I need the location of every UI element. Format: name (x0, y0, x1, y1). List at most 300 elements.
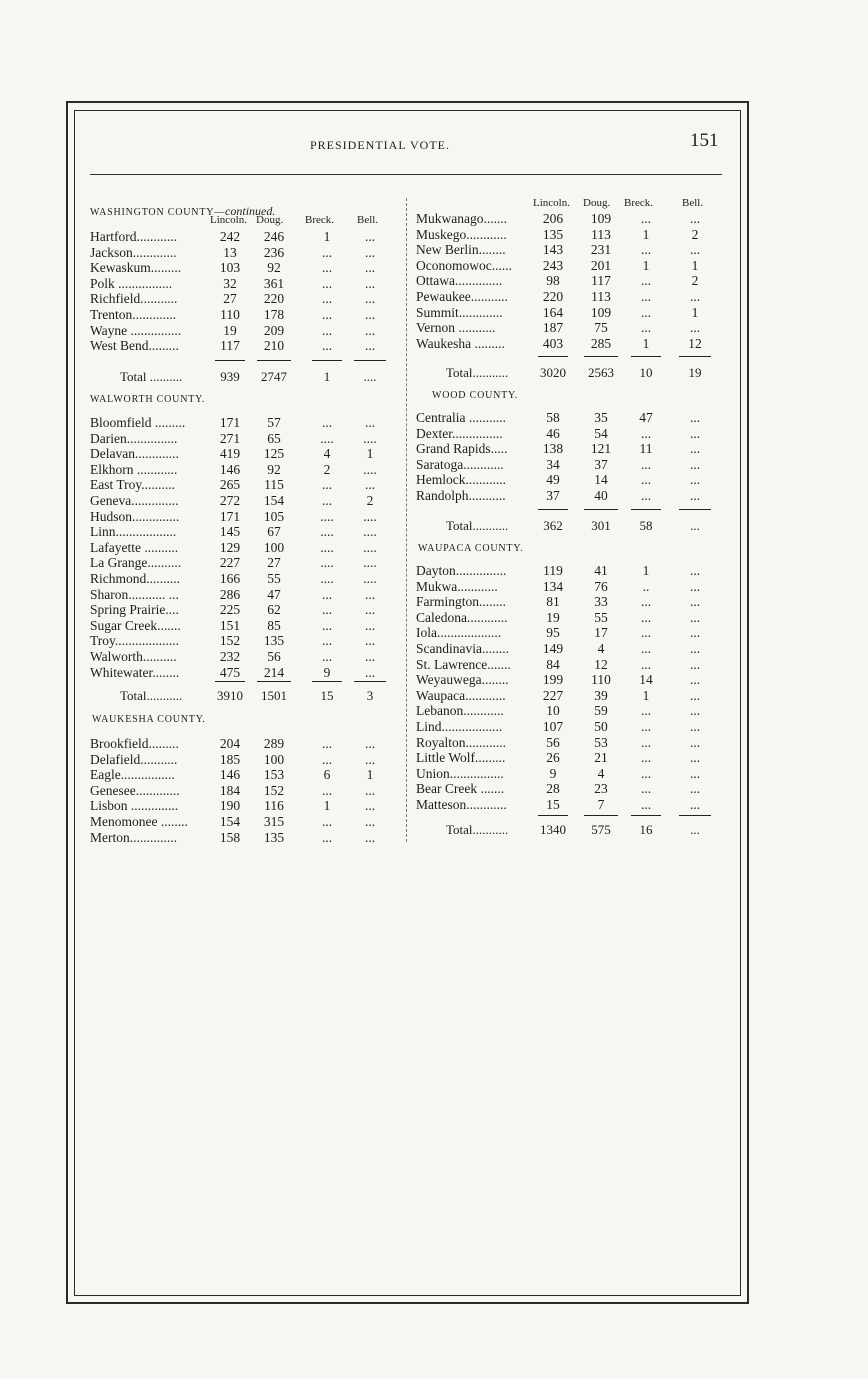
bell-votes: .... (363, 524, 377, 540)
douglas-votes: 116 (264, 798, 284, 814)
douglas-votes: 575 (591, 822, 611, 837)
lincoln-votes: 184 (219, 782, 241, 798)
town-name: Delafield........... (90, 751, 178, 767)
lincoln-votes: 56 (546, 734, 560, 750)
town-name: Delavan............. (90, 446, 179, 462)
column-header-breck: Breck. (305, 214, 335, 226)
breckinridge-votes: 2 (323, 461, 331, 477)
douglas-votes: 23 (594, 781, 608, 797)
county-title: WOOD COUNTY. (432, 390, 519, 401)
douglas-votes: 14 (594, 472, 608, 488)
bell-votes: ... (689, 719, 701, 734)
douglas-votes: 21 (594, 750, 608, 766)
bell-votes: ... (690, 822, 700, 837)
town-name: Randolph........... (416, 488, 506, 503)
breckinridge-votes: ... (321, 493, 333, 508)
breckinridge-votes: 58 (639, 518, 653, 533)
total-label: Total........... (446, 822, 509, 837)
breckinridge-votes: 1 (642, 226, 650, 242)
lincoln-votes: 151 (219, 617, 241, 633)
lincoln-votes: 206 (542, 211, 564, 226)
sum-rule (584, 815, 618, 816)
bell-votes: 1 (366, 767, 374, 783)
bell-votes: ... (689, 765, 701, 781)
bell-votes: ... (689, 672, 701, 688)
breckinridge-votes: ... (640, 765, 652, 781)
town-name: Hemlock............ (416, 472, 506, 488)
bell-votes: ... (364, 602, 376, 618)
lincoln-votes: 232 (219, 649, 241, 664)
town-name: Bloomfield ......... (90, 415, 186, 430)
bell-votes: ... (689, 609, 701, 625)
lincoln-votes: 171 (219, 415, 241, 430)
douglas-votes: 289 (263, 736, 285, 751)
bell-votes: ... (689, 320, 701, 336)
town-name: Lisbon .............. (90, 798, 179, 814)
lincoln-votes: 10 (546, 703, 560, 719)
douglas-votes: 135 (263, 829, 285, 845)
bell-votes: ... (364, 307, 376, 322)
douglas-votes: 100 (263, 539, 285, 555)
bell-votes: .... (363, 461, 377, 477)
sum-rule (538, 509, 568, 510)
town-name: West Bend......... (90, 338, 179, 354)
bell-votes: 1 (691, 304, 699, 320)
bell-votes: ... (689, 703, 701, 719)
breckinridge-votes: 1 (323, 798, 331, 814)
breckinridge-votes: ... (640, 320, 652, 336)
douglas-votes: 125 (263, 446, 285, 462)
wood-county-header (432, 390, 518, 401)
lincoln-votes: 32 (223, 275, 237, 291)
douglas-votes: 50 (594, 719, 608, 734)
bell-votes: ... (364, 782, 376, 798)
douglas-votes: 201 (590, 257, 612, 273)
douglas-votes: 113 (591, 289, 611, 304)
lincoln-votes: 107 (542, 719, 564, 734)
town-name: New Berlin........ (416, 242, 506, 258)
douglas-votes: 220 (263, 291, 285, 307)
breckinridge-votes: ... (321, 322, 333, 338)
douglas-votes: 178 (263, 307, 285, 322)
town-name: Scandinavia........ (416, 641, 509, 656)
douglas-votes: 39 (594, 687, 608, 703)
town-name: Waukesha ......... (416, 335, 505, 351)
douglas-votes: 75 (594, 320, 608, 336)
douglas-votes: 210 (263, 338, 285, 354)
breckinridge-votes: ... (640, 211, 652, 226)
town-name: East Troy.......... (90, 477, 176, 493)
breckinridge-votes: 10 (639, 365, 653, 380)
douglas-votes: 56 (267, 649, 281, 664)
town-name: Iola................... (416, 625, 502, 641)
bell-votes: 2 (366, 493, 374, 508)
breckinridge-votes: ... (321, 307, 333, 322)
breckinridge-votes: ... (321, 782, 333, 798)
lincoln-votes: 46 (546, 425, 560, 441)
bell-votes: ... (364, 415, 376, 430)
bell-votes: ... (364, 829, 376, 845)
bell-votes: .... (363, 571, 377, 586)
breckinridge-votes: ... (321, 260, 333, 276)
breckinridge-votes: 47 (639, 410, 653, 425)
breckinridge-votes: ... (640, 273, 652, 289)
column-header-bell: Bell. (357, 214, 379, 226)
bell-votes: ... (364, 633, 376, 649)
breckinridge-votes: .. (642, 578, 650, 594)
town-name: Hartford............ (90, 229, 177, 244)
breckinridge-votes: 9 (323, 664, 331, 680)
breckinridge-votes: ... (640, 472, 652, 488)
breckinridge-votes: ... (640, 797, 652, 812)
bell-votes: ... (689, 797, 701, 812)
town-name: Walworth.......... (90, 649, 177, 664)
breckinridge-votes: ... (321, 751, 333, 767)
douglas-votes: 67 (267, 524, 281, 540)
breckinridge-votes: .... (320, 539, 334, 555)
waupaca-county-header (418, 543, 523, 554)
bell-votes: .... (363, 539, 377, 555)
douglas-votes: 1501 (261, 688, 287, 703)
douglas-votes: 4 (597, 641, 605, 656)
lincoln-votes: 272 (219, 493, 241, 508)
breckinridge-votes: ... (321, 415, 333, 430)
sum-rule (312, 681, 342, 682)
town-name: Merton.............. (90, 829, 177, 845)
douglas-votes: 55 (594, 609, 608, 625)
breckinridge-votes: ... (321, 291, 333, 307)
breckinridge-votes: ... (321, 617, 333, 633)
breckinridge-votes: ... (640, 750, 652, 766)
douglas-votes: 2563 (588, 365, 614, 380)
town-name: Hudson.............. (90, 508, 180, 524)
bell-votes: ... (689, 211, 701, 226)
sum-rule (679, 509, 711, 510)
running-head: PRESIDENTIAL VOTE. (310, 138, 450, 152)
douglas-votes: 47 (267, 586, 281, 602)
douglas-votes: 59 (594, 703, 608, 719)
lincoln-votes: 166 (219, 571, 241, 586)
breckinridge-votes: ... (640, 734, 652, 750)
breckinridge-votes: ... (321, 586, 333, 602)
lincoln-votes: 204 (219, 736, 241, 751)
douglas-votes: 113 (591, 226, 611, 242)
bell-votes: 12 (688, 335, 702, 351)
douglas-votes: 62 (267, 602, 281, 618)
lincoln-votes: 243 (542, 257, 564, 273)
town-name: Menomonee ........ (90, 814, 188, 829)
douglas-votes: 40 (594, 488, 608, 503)
breckinridge-votes: 1 (642, 335, 650, 351)
town-name: Weyauwega........ (416, 672, 509, 688)
breckinridge-votes: 4 (323, 446, 331, 462)
lincoln-votes: 95 (546, 625, 560, 641)
bell-votes: ... (364, 814, 376, 829)
douglas-votes: 246 (263, 229, 285, 244)
breckinridge-votes: ... (640, 304, 652, 320)
lincoln-votes: 164 (542, 304, 564, 320)
douglas-votes: 92 (267, 260, 281, 276)
douglas-votes: 12 (594, 656, 608, 672)
breckinridge-votes: .... (320, 430, 334, 446)
town-name: Whitewater........ (90, 664, 180, 680)
bell-votes: .... (363, 430, 377, 446)
lincoln-votes: 939 (220, 369, 240, 384)
lincoln-votes: 271 (219, 430, 241, 446)
sum-rule (679, 815, 711, 816)
town-name: Geneva.............. (90, 493, 179, 508)
douglas-votes: 100 (263, 751, 285, 767)
breckinridge-votes: 1 (642, 687, 650, 703)
breckinridge-votes: ... (640, 456, 652, 472)
lincoln-votes: 49 (546, 472, 560, 488)
breckinridge-votes: 1 (323, 229, 331, 244)
douglas-votes: 2747 (261, 369, 287, 384)
douglas-votes: 4 (597, 765, 605, 781)
breckinridge-votes: ... (640, 425, 652, 441)
town-name: Dexter............... (416, 425, 503, 441)
douglas-votes: 154 (263, 493, 285, 508)
bell-votes: ... (364, 586, 376, 602)
town-name: Pewaukee........... (416, 289, 508, 304)
page-number: 151 (690, 130, 719, 151)
bell-votes: ... (689, 425, 701, 441)
douglas-votes: 7 (597, 797, 605, 812)
douglas-votes: 27 (267, 555, 281, 571)
bell-votes: ... (364, 477, 376, 493)
lincoln-votes: 28 (546, 781, 560, 797)
breckinridge-votes: 1 (642, 257, 650, 273)
lincoln-votes: 9 (549, 765, 557, 781)
column-header-breck: Breck. (624, 197, 654, 209)
douglas-votes: 135 (263, 633, 285, 649)
town-name: Little Wolf......... (416, 750, 506, 766)
breckinridge-votes: .... (320, 571, 334, 586)
town-name: Dayton............... (416, 563, 507, 578)
douglas-votes: 209 (263, 322, 285, 338)
breckinridge-votes: .... (320, 508, 334, 524)
washington-county-header (90, 204, 275, 219)
lincoln-votes: 26 (546, 750, 560, 766)
bell-votes: ... (364, 798, 376, 814)
town-name: Caledona............ (416, 609, 508, 625)
bell-votes: 1 (691, 257, 699, 273)
douglas-votes: 285 (590, 335, 612, 351)
douglas-votes: 117 (591, 273, 611, 289)
total-label: Total........... (446, 365, 509, 380)
town-name: Elkhorn ............ (90, 461, 178, 477)
douglas-votes: 54 (594, 425, 608, 441)
town-name: Eagle................ (90, 767, 175, 783)
breckinridge-votes: ... (640, 719, 652, 734)
bell-votes: ... (689, 625, 701, 641)
county-title: WASHINGTON COUNTY— (90, 207, 226, 218)
lincoln-votes: 190 (219, 798, 241, 814)
lincoln-votes: 13 (223, 244, 237, 260)
lincoln-votes: 227 (219, 555, 241, 571)
sum-rule (584, 509, 618, 510)
lincoln-votes: 146 (219, 461, 241, 477)
column-header-doug: Doug. (583, 197, 611, 209)
lincoln-votes: 185 (219, 751, 241, 767)
bell-votes: ... (364, 751, 376, 767)
town-name: Linn.................. (90, 524, 177, 540)
breckinridge-votes: ... (321, 829, 333, 845)
breckinridge-votes: ... (321, 477, 333, 493)
town-name: Mukwa............ (416, 578, 498, 594)
breckinridge-votes: ... (321, 338, 333, 354)
town-name: Spring Prairie.... (90, 602, 179, 618)
lincoln-votes: 145 (219, 524, 241, 540)
town-name: Waupaca............ (416, 687, 506, 703)
douglas-votes: 152 (263, 782, 285, 798)
town-name: Oconomowoc...... (416, 257, 512, 273)
sum-rule (312, 360, 342, 361)
bell-votes: ... (364, 617, 376, 633)
lincoln-votes: 19 (546, 609, 560, 625)
county-title: WAUPACA COUNTY. (418, 543, 524, 554)
douglas-votes: 35 (594, 410, 608, 425)
breckinridge-votes: .... (320, 555, 334, 571)
breckinridge-votes: 1 (323, 369, 331, 384)
town-name: Ottawa.............. (416, 273, 503, 289)
bell-votes: ... (689, 289, 701, 304)
breckinridge-votes: ... (640, 625, 652, 641)
header-rule (90, 174, 722, 175)
sum-rule (215, 681, 245, 682)
bell-votes: ... (364, 275, 376, 291)
lincoln-votes: 265 (219, 477, 241, 493)
bell-votes: ... (689, 781, 701, 797)
bell-votes: 19 (688, 365, 702, 380)
bell-votes: ... (364, 736, 376, 751)
town-name: Troy................... (90, 633, 180, 649)
lincoln-votes: 129 (219, 539, 241, 555)
town-name: Richmond.......... (90, 571, 180, 586)
douglas-votes: 17 (594, 625, 608, 641)
lincoln-votes: 220 (542, 289, 564, 304)
bell-votes: ... (689, 242, 701, 258)
douglas-votes: 110 (591, 672, 611, 688)
douglas-votes: 53 (594, 734, 608, 750)
sum-rule (631, 509, 661, 510)
town-name: Kewaskum......... (90, 260, 182, 276)
town-name: Summit............. (416, 304, 503, 320)
douglas-votes: 92 (267, 461, 281, 477)
town-name: La Grange.......... (90, 555, 182, 571)
total-label: Total........... (446, 518, 509, 533)
douglas-votes: 65 (267, 430, 281, 446)
town-name: St. Lawrence....... (416, 656, 511, 672)
sum-rule (679, 356, 711, 357)
lincoln-votes: 119 (543, 563, 563, 578)
breckinridge-votes: 1 (642, 563, 650, 578)
town-name: Sugar Creek....... (90, 617, 181, 633)
column-header-doug: Doug. (256, 214, 284, 226)
bell-votes: ... (364, 229, 376, 244)
bell-votes: ... (364, 244, 376, 260)
town-name: Darien............... (90, 430, 178, 446)
bell-votes: ... (689, 594, 701, 610)
breckinridge-votes: ... (640, 242, 652, 258)
total-label: Total .......... (120, 369, 183, 384)
breckinridge-votes: 6 (323, 767, 331, 783)
sum-rule (584, 356, 618, 357)
lincoln-votes: 225 (219, 602, 241, 618)
walworth-county-header (90, 394, 205, 405)
lincoln-votes: 3910 (217, 688, 243, 703)
town-name: Muskego............ (416, 226, 507, 242)
column-divider (406, 198, 407, 842)
town-name: Sharon........... ... (90, 586, 179, 602)
breckinridge-votes: ... (321, 602, 333, 618)
lincoln-votes: 419 (219, 446, 241, 462)
lincoln-votes: 187 (542, 320, 564, 336)
lincoln-votes: 171 (219, 508, 241, 524)
bell-votes: ... (689, 750, 701, 766)
lincoln-votes: 227 (542, 687, 564, 703)
bell-votes: .... (363, 555, 377, 571)
sum-rule (354, 681, 386, 682)
breckinridge-votes: ... (321, 244, 333, 260)
douglas-votes: 55 (267, 571, 281, 586)
town-name: Polk ................ (90, 275, 173, 291)
douglas-votes: 33 (594, 594, 608, 610)
sum-rule (354, 360, 386, 361)
sum-rule (257, 360, 291, 361)
lincoln-votes: 475 (219, 664, 241, 680)
breckinridge-votes: ... (321, 649, 333, 664)
douglas-votes: 361 (263, 275, 285, 291)
bell-votes: 2 (691, 273, 699, 289)
douglas-votes: 236 (263, 244, 285, 260)
column-header-lincoln: Lincoln. (533, 197, 570, 209)
town-name: Lafayette .......... (90, 539, 179, 555)
bell-votes: ... (690, 518, 700, 533)
bell-votes: ... (364, 260, 376, 276)
sum-rule (538, 815, 568, 816)
bell-votes: ... (689, 472, 701, 488)
bell-votes: ... (364, 338, 376, 354)
bell-votes: ... (689, 563, 701, 578)
breckinridge-votes: ... (640, 703, 652, 719)
lincoln-votes: 15 (546, 797, 560, 812)
breckinridge-votes: ... (640, 641, 652, 656)
bell-votes: ... (364, 291, 376, 307)
town-name: Lind.................. (416, 719, 503, 734)
breckinridge-votes: ... (640, 609, 652, 625)
bell-votes: ... (689, 641, 701, 656)
bell-votes: ... (689, 456, 701, 472)
town-name: Richfield........... (90, 291, 178, 307)
douglas-votes: 121 (590, 441, 612, 457)
town-name: Wayne ............... (90, 322, 182, 338)
breckinridge-votes: 14 (639, 672, 653, 688)
bell-votes: 1 (366, 446, 374, 462)
breckinridge-votes: ... (640, 781, 652, 797)
town-name: Mukwanago....... (416, 211, 508, 226)
bell-votes: ... (689, 441, 701, 457)
town-name: Trenton............. (90, 307, 177, 322)
bell-votes: ... (689, 656, 701, 672)
sum-rule (631, 356, 661, 357)
bell-votes: ... (689, 687, 701, 703)
lincoln-votes: 403 (542, 335, 564, 351)
town-name: Genesee............. (90, 782, 180, 798)
column-header-lincoln: Lincoln. (210, 214, 247, 226)
douglas-votes: 105 (263, 508, 285, 524)
lincoln-votes: 19 (223, 322, 237, 338)
